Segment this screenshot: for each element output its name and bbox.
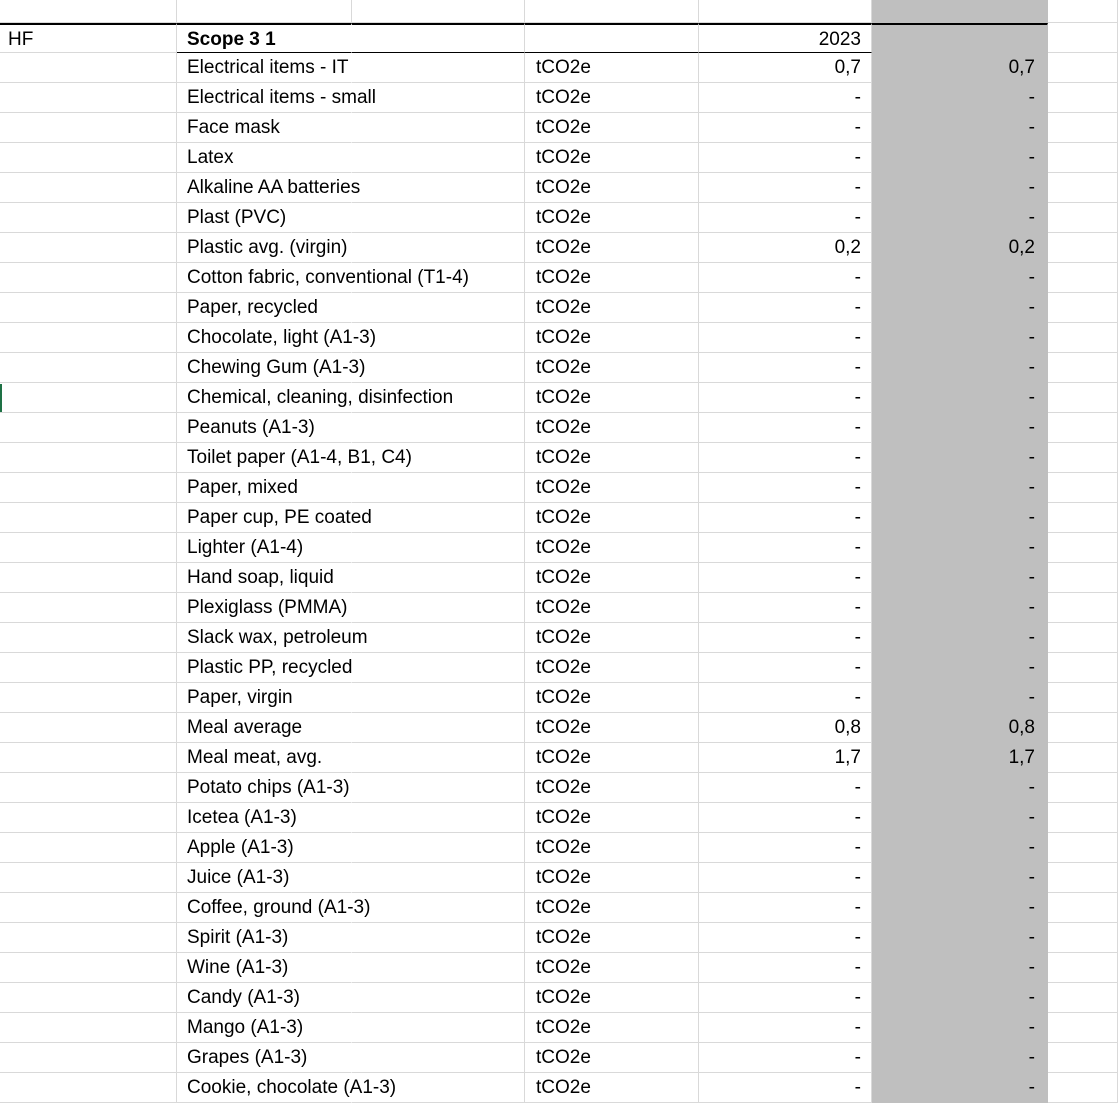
item-name-cell[interactable]: Meal meat, avg. [177,743,352,773]
value-2023-cell[interactable]: - [699,863,872,893]
item-name-cell[interactable]: Electrical items - small [177,83,352,113]
empty-cell[interactable] [1048,503,1118,533]
empty-cell[interactable] [1048,713,1118,743]
empty-cell[interactable] [0,1043,177,1073]
cell[interactable] [0,0,177,23]
value-total-cell[interactable]: - [872,353,1048,383]
table-row [0,443,1118,473]
value-total-cell[interactable]: - [872,503,1048,533]
value-total-cell[interactable]: - [872,803,1048,833]
empty-cell[interactable] [352,863,525,893]
value-2023-cell[interactable]: - [699,1043,872,1073]
empty-cell[interactable] [352,203,525,233]
empty-cell[interactable] [0,923,177,953]
value-2023-cell[interactable]: - [699,563,872,593]
empty-cell[interactable] [1048,953,1118,983]
value-total-cell[interactable]: - [872,623,1048,653]
value-total-cell[interactable]: - [872,173,1048,203]
empty-cell[interactable] [0,503,177,533]
empty-cell[interactable] [0,263,177,293]
empty-cell[interactable] [1048,143,1118,173]
unit-cell[interactable]: tCO2e [525,653,699,683]
table-row [0,203,1118,233]
value-2023-cell[interactable]: - [699,353,872,383]
table-row [0,803,1118,833]
empty-cell[interactable] [352,413,525,443]
table-row [0,563,1118,593]
empty-cell[interactable] [352,263,525,293]
value-2023-cell[interactable]: - [699,803,872,833]
value-2023-cell[interactable]: - [699,323,872,353]
unit-cell[interactable]: tCO2e [525,293,699,323]
unit-cell[interactable]: tCO2e [525,833,699,863]
empty-cell[interactable] [1048,263,1118,293]
empty-cell[interactable] [352,113,525,143]
empty-cell[interactable] [1048,1043,1118,1073]
value-total-cell[interactable]: - [872,143,1048,173]
empty-cell[interactable] [352,593,525,623]
header-year-cell[interactable]: 2023 [699,23,872,53]
table-row [0,143,1118,173]
empty-cell[interactable] [0,353,177,383]
empty-cell[interactable] [352,713,525,743]
item-name-cell[interactable]: Paper, recycled [177,293,352,323]
item-name-cell[interactable]: Wine (A1-3) [177,953,352,983]
item-name-cell[interactable]: Lighter (A1-4) [177,533,352,563]
empty-cell[interactable] [0,173,177,203]
empty-cell[interactable] [1048,53,1118,83]
item-name-cell[interactable]: Chocolate, light (A1-3) [177,323,352,353]
value-total-cell[interactable]: 1,7 [872,743,1048,773]
value-2023-cell[interactable]: - [699,983,872,1013]
value-total-cell[interactable]: - [872,833,1048,863]
empty-cell[interactable] [1048,803,1118,833]
empty-cell[interactable] [352,743,525,773]
empty-cell[interactable] [352,173,525,203]
cell[interactable] [177,0,352,23]
table-row [0,413,1118,443]
empty-cell[interactable] [1048,383,1118,413]
value-total-cell[interactable]: - [872,83,1048,113]
empty-cell[interactable] [0,743,177,773]
value-2023-cell[interactable]: - [699,503,872,533]
empty-cell[interactable] [1048,293,1118,323]
empty-cell[interactable] [0,683,177,713]
unit-cell[interactable]: tCO2e [525,1073,699,1103]
header-total-cell[interactable] [872,23,1048,53]
empty-cell[interactable] [0,653,177,683]
empty-cell[interactable] [352,53,525,83]
item-name-cell[interactable]: Juice (A1-3) [177,863,352,893]
empty-cell[interactable] [0,593,177,623]
item-name-cell[interactable]: Plexiglass (PMMA) [177,593,352,623]
empty-cell[interactable] [1048,113,1118,143]
empty-cell[interactable] [352,683,525,713]
item-name-cell[interactable]: Potato chips (A1-3) [177,773,352,803]
item-name-cell[interactable]: Chewing Gum (A1-3) [177,353,352,383]
item-name-cell[interactable]: Grapes (A1-3) [177,1043,352,1073]
empty-cell[interactable] [352,83,525,113]
item-name-cell[interactable]: Slack wax, petroleum [177,623,352,653]
unit-cell[interactable]: tCO2e [525,923,699,953]
empty-cell[interactable] [1048,593,1118,623]
value-total-cell[interactable]: 0,7 [872,53,1048,83]
unit-cell[interactable]: tCO2e [525,563,699,593]
unit-cell[interactable]: tCO2e [525,953,699,983]
table-row [0,683,1118,713]
unit-cell[interactable]: tCO2e [525,233,699,263]
value-2023-cell[interactable]: - [699,473,872,503]
table-row [0,353,1118,383]
value-total-cell[interactable]: - [872,773,1048,803]
empty-cell[interactable] [0,713,177,743]
item-name-cell[interactable]: Electrical items - IT [177,53,352,83]
unit-cell[interactable]: tCO2e [525,713,699,743]
empty-cell[interactable] [1048,443,1118,473]
empty-cell[interactable] [352,563,525,593]
table-row [0,1013,1118,1043]
empty-cell[interactable] [1048,893,1118,923]
unit-cell[interactable]: tCO2e [525,533,699,563]
value-2023-cell[interactable]: - [699,203,872,233]
empty-cell[interactable] [352,773,525,803]
empty-cell[interactable] [352,983,525,1013]
item-name-cell[interactable]: Face mask [177,113,352,143]
value-total-cell[interactable]: - [872,113,1048,143]
empty-cell[interactable] [1048,653,1118,683]
unit-cell[interactable]: tCO2e [525,143,699,173]
empty-cell[interactable] [0,383,177,413]
empty-cell[interactable] [352,383,525,413]
table-row [0,1043,1118,1073]
empty-cell[interactable] [1048,623,1118,653]
empty-cell[interactable] [0,803,177,833]
value-2023-cell[interactable]: - [699,533,872,563]
empty-cell[interactable] [0,143,177,173]
empty-cell[interactable] [0,1013,177,1043]
empty-cell[interactable] [352,323,525,353]
unit-cell[interactable]: tCO2e [525,113,699,143]
value-2023-cell[interactable]: - [699,833,872,863]
value-total-cell[interactable]: - [872,323,1048,353]
empty-cell[interactable] [1048,353,1118,383]
empty-cell[interactable] [352,353,525,383]
empty-cell[interactable] [1048,473,1118,503]
empty-cell[interactable] [352,833,525,863]
empty-cell[interactable] [352,803,525,833]
cell[interactable] [352,23,525,53]
empty-cell[interactable] [0,863,177,893]
unit-cell[interactable]: tCO2e [525,53,699,83]
empty-cell[interactable] [1048,413,1118,443]
table-row [0,53,1118,83]
unit-cell[interactable]: tCO2e [525,593,699,623]
unit-cell[interactable]: tCO2e [525,1043,699,1073]
value-2023-cell[interactable]: - [699,173,872,203]
cell[interactable] [699,0,872,23]
empty-cell[interactable] [352,1043,525,1073]
header-hf-cell[interactable]: HF [0,23,177,53]
empty-cell[interactable] [0,83,177,113]
empty-cell[interactable] [352,233,525,263]
empty-cell[interactable] [352,1013,525,1043]
value-2023-cell[interactable]: 1,7 [699,743,872,773]
table-row [0,653,1118,683]
empty-cell[interactable] [0,203,177,233]
empty-cell[interactable] [1048,983,1118,1013]
value-2023-cell[interactable]: - [699,113,872,143]
table-row [0,713,1118,743]
value-total-cell[interactable]: - [872,1043,1048,1073]
item-name-cell[interactable]: Spirit (A1-3) [177,923,352,953]
value-total-cell[interactable]: - [872,563,1048,593]
selection-indicator [0,384,2,412]
unit-cell[interactable]: tCO2e [525,893,699,923]
value-total-cell[interactable]: - [872,443,1048,473]
table-row [0,233,1118,263]
empty-cell[interactable] [352,1073,525,1103]
unit-cell[interactable]: tCO2e [525,263,699,293]
value-2023-cell[interactable]: - [699,83,872,113]
value-2023-cell[interactable]: - [699,293,872,323]
value-2023-cell[interactable]: 0,7 [699,53,872,83]
empty-cell[interactable] [1048,683,1118,713]
item-name-cell[interactable]: Mango (A1-3) [177,1013,352,1043]
empty-cell[interactable] [0,233,177,263]
empty-cell[interactable] [1048,323,1118,353]
unit-cell[interactable]: tCO2e [525,443,699,473]
empty-cell[interactable] [352,623,525,653]
value-total-cell[interactable]: - [872,863,1048,893]
value-total-cell[interactable]: - [872,983,1048,1013]
value-2023-cell[interactable]: - [699,923,872,953]
empty-cell[interactable] [352,533,525,563]
value-total-cell[interactable]: 0,2 [872,233,1048,263]
value-2023-cell[interactable]: 0,8 [699,713,872,743]
value-total-cell[interactable]: - [872,473,1048,503]
unit-cell[interactable]: tCO2e [525,1013,699,1043]
empty-cell[interactable] [0,473,177,503]
table-row [0,323,1118,353]
empty-cell[interactable] [352,443,525,473]
item-name-cell[interactable]: Alkaline AA batteries [177,173,352,203]
unit-cell[interactable]: tCO2e [525,503,699,533]
item-name-cell[interactable]: Peanuts (A1-3) [177,413,352,443]
table-row [0,1073,1118,1103]
empty-cell[interactable] [352,653,525,683]
table-row [0,83,1118,113]
value-2023-cell[interactable]: - [699,953,872,983]
empty-cell[interactable] [1048,1073,1118,1103]
unit-cell[interactable]: tCO2e [525,473,699,503]
item-name-cell[interactable]: Paper, virgin [177,683,352,713]
table-row [0,893,1118,923]
value-2023-cell[interactable]: - [699,143,872,173]
table-row [0,503,1118,533]
value-total-cell[interactable]: - [872,293,1048,323]
empty-cell[interactable] [0,773,177,803]
value-total-cell[interactable]: - [872,953,1048,983]
empty-cell[interactable] [0,563,177,593]
value-total-cell[interactable]: - [872,593,1048,623]
empty-cell[interactable] [352,143,525,173]
table-row [0,863,1118,893]
empty-cell[interactable] [0,953,177,983]
value-2023-cell[interactable]: - [699,443,872,473]
value-2023-cell[interactable]: - [699,263,872,293]
empty-cell[interactable] [1048,923,1118,953]
empty-cell[interactable] [352,953,525,983]
unit-cell[interactable]: tCO2e [525,983,699,1013]
value-total-cell[interactable]: - [872,893,1048,923]
empty-cell[interactable] [1048,203,1118,233]
value-2023-cell[interactable]: - [699,623,872,653]
table-row [0,833,1118,863]
empty-cell[interactable] [0,833,177,863]
item-name-cell[interactable]: Cotton fabric, conventional (T1-4) [177,263,352,293]
cell[interactable] [1048,23,1118,53]
table-row [0,533,1118,563]
empty-cell[interactable] [1048,773,1118,803]
empty-cell[interactable] [0,1073,177,1103]
table-row [0,293,1118,323]
value-2023-cell[interactable]: - [699,683,872,713]
value-total-cell[interactable]: - [872,653,1048,683]
empty-cell[interactable] [1048,233,1118,263]
item-name-cell[interactable]: Paper, mixed [177,473,352,503]
unit-cell[interactable]: tCO2e [525,323,699,353]
unit-cell[interactable]: tCO2e [525,803,699,833]
item-name-cell[interactable]: Paper cup, PE coated [177,503,352,533]
header-row [0,23,1118,53]
unit-cell[interactable]: tCO2e [525,683,699,713]
value-2023-cell[interactable]: - [699,413,872,443]
empty-cell[interactable] [1048,83,1118,113]
item-name-cell[interactable]: Toilet paper (A1-4, B1, C4) [177,443,352,473]
cell[interactable] [352,0,525,23]
value-total-cell[interactable]: - [872,923,1048,953]
item-name-cell[interactable]: Apple (A1-3) [177,833,352,863]
value-total-cell[interactable]: - [872,533,1048,563]
table-row [0,623,1118,653]
empty-cell[interactable] [1048,173,1118,203]
cell[interactable] [525,23,699,53]
value-total-cell[interactable]: - [872,203,1048,233]
unit-cell[interactable]: tCO2e [525,413,699,443]
value-2023-cell[interactable]: - [699,1073,872,1103]
value-2023-cell[interactable]: 0,2 [699,233,872,263]
value-total-cell[interactable]: 0,8 [872,713,1048,743]
unit-cell[interactable]: tCO2e [525,623,699,653]
table-row [0,173,1118,203]
empty-cell[interactable] [352,293,525,323]
empty-cell[interactable] [0,323,177,353]
empty-cell[interactable] [352,893,525,923]
empty-cell[interactable] [0,413,177,443]
cell[interactable] [525,0,699,23]
unit-cell[interactable]: tCO2e [525,173,699,203]
value-2023-cell[interactable]: - [699,383,872,413]
empty-cell[interactable] [1048,563,1118,593]
empty-cell[interactable] [0,983,177,1013]
item-name-cell[interactable]: Latex [177,143,352,173]
table-row [0,473,1118,503]
unit-cell[interactable]: tCO2e [525,743,699,773]
table-row [0,383,1118,413]
value-total-cell[interactable]: - [872,413,1048,443]
empty-cell[interactable] [0,893,177,923]
item-name-cell[interactable]: Candy (A1-3) [177,983,352,1013]
empty-cell[interactable] [0,623,177,653]
table-row [0,923,1118,953]
table-row [0,953,1118,983]
unit-cell[interactable]: tCO2e [525,773,699,803]
value-total-cell[interactable]: - [872,683,1048,713]
item-name-cell[interactable]: Coffee, ground (A1-3) [177,893,352,923]
empty-cell[interactable] [1048,1013,1118,1043]
unit-cell[interactable]: tCO2e [525,863,699,893]
empty-cell[interactable] [1048,533,1118,563]
empty-cell[interactable] [1048,833,1118,863]
value-total-cell[interactable]: - [872,383,1048,413]
value-2023-cell[interactable]: - [699,653,872,683]
empty-cell[interactable] [0,293,177,323]
value-2023-cell[interactable]: - [699,593,872,623]
table-row [0,743,1118,773]
empty-cell[interactable] [0,443,177,473]
empty-cell[interactable] [0,53,177,83]
header-scope-cell[interactable]: Scope 3 1 [177,23,352,53]
table-row [0,113,1118,143]
table-row [0,983,1118,1013]
table-row [0,773,1118,803]
value-total-cell[interactable]: - [872,263,1048,293]
empty-cell[interactable] [1048,743,1118,773]
cell[interactable] [872,0,1048,23]
value-2023-cell[interactable]: - [699,773,872,803]
value-2023-cell[interactable]: - [699,893,872,923]
item-name-cell[interactable]: Hand soap, liquid [177,563,352,593]
unit-cell[interactable]: tCO2e [525,383,699,413]
item-name-cell[interactable]: Chemical, cleaning, disinfection [177,383,352,413]
empty-cell[interactable] [352,923,525,953]
item-name-cell[interactable]: Plast (PVC) [177,203,352,233]
item-name-cell[interactable]: Plastic avg. (virgin) [177,233,352,263]
table-row [0,593,1118,623]
item-name-cell[interactable]: Plastic PP, recycled [177,653,352,683]
empty-cell[interactable] [352,473,525,503]
unit-cell[interactable]: tCO2e [525,83,699,113]
item-name-cell[interactable]: Icetea (A1-3) [177,803,352,833]
empty-cell[interactable] [0,533,177,563]
value-total-cell[interactable]: - [872,1013,1048,1043]
value-total-cell[interactable]: - [872,1073,1048,1103]
unit-cell[interactable]: tCO2e [525,203,699,233]
item-name-cell[interactable]: Meal average [177,713,352,743]
unit-cell[interactable]: tCO2e [525,353,699,383]
value-2023-cell[interactable]: - [699,1013,872,1043]
cell[interactable] [1048,0,1118,23]
empty-cell[interactable] [352,503,525,533]
item-name-cell[interactable]: Cookie, chocolate (A1-3) [177,1073,352,1103]
table-row [0,263,1118,293]
empty-cell[interactable] [0,113,177,143]
empty-cell[interactable] [1048,863,1118,893]
